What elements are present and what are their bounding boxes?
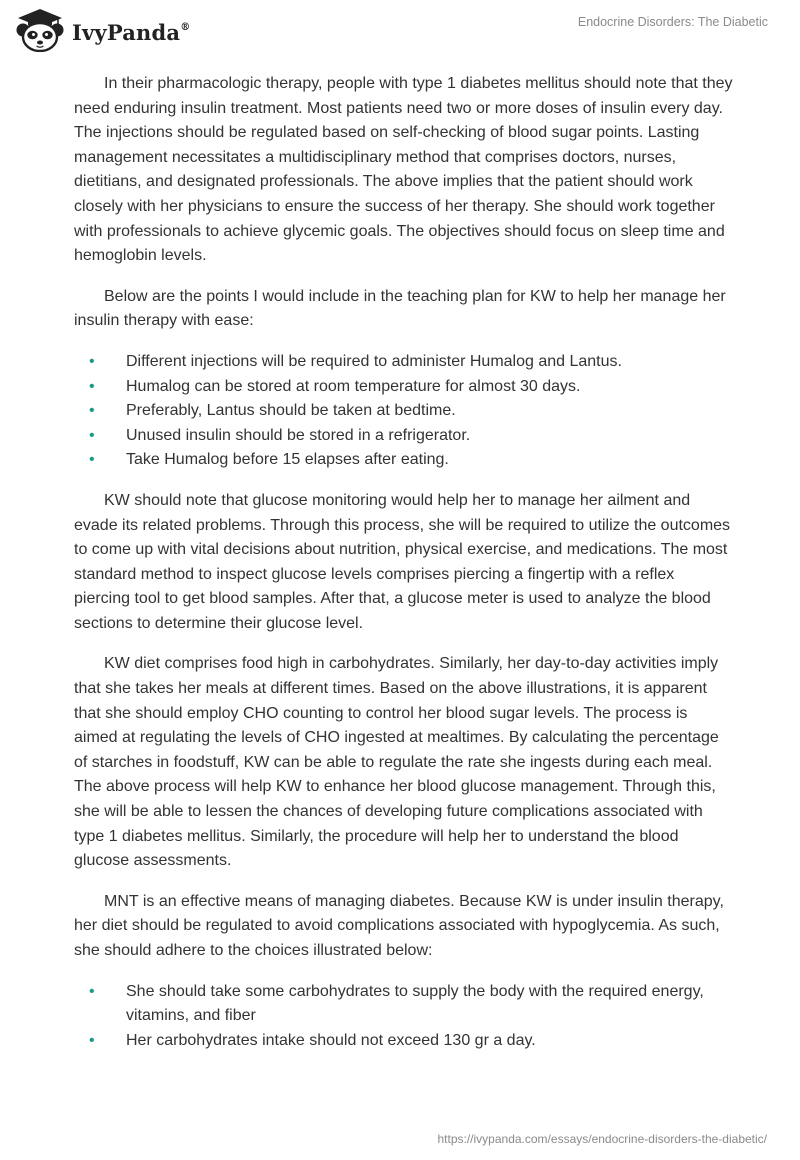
paragraph-4: KW diet comprises food high in carbohydrates. Similarly, her day-to-day activities imply that she takes her meals at different times. Based on the above illustrations, it is apparent that she should employ CHO counting to control her blood sugar levels. The process is aimed at regulating the levels of CHO ingested at mealtimes. By calculating the percentage of starches in foodstuff, KW can be able to regulate the rate she ingests during each meal. The above process will help KW to enhance her blood glucose management. Through this, she will be able to lessen the chances of developing future complications associated with type 1 diabetes mellitus. Similarly, the procedure will help her to understand the blood glucose assessments.: [74, 655, 719, 870]
diet-choices-list: [74, 980, 734, 1054]
insulin-teaching-list: [74, 350, 734, 473]
bullet-dot-icon: •: [89, 451, 95, 469]
list-item: • Preferably, Lantus should be taken at bedtime.: [74, 399, 734, 424]
bullet-dot-icon: •: [89, 402, 95, 420]
paragraph-3: KW should note that glucose monitoring would help her to manage her ailment and evade its related problems. Through this process, she will be required to utilize the outcomes to come up with vital decisions about nutrition, physical exercise, and medications. The most standard method to inspect glucose levels comprises piercing a fingertip with a reflex piercing tool to get blood samples. After that, a glucose meter is used to analyze the blood sections to determine their glucose level.: [74, 491, 731, 632]
page-header: [0, 0, 800, 70]
list-item: • Her carbohydrates intake should not exceed 130 gr a day.: [74, 1029, 734, 1054]
paragraph-2: Below are the points I would include in the teaching plan for KW to help her manage her insulin therapy with ease:: [74, 287, 726, 330]
list-item: • Unused insulin should be stored in a refrigerator.: [74, 424, 734, 449]
registered-mark: ®: [180, 21, 191, 33]
list-item: • Humalog can be stored at room temperature for almost 30 days.: [74, 375, 734, 400]
bullet-dot-icon: •: [89, 377, 95, 395]
paragraph-5: MNT is an effective means of managing diabetes. Because KW is under insulin therapy, her diet should be regulated to avoid complications associated with hypoglycemia. As such, she should adhere to the choices illustrated below:: [74, 892, 724, 959]
brand-name: IvyPanda®: [72, 19, 191, 45]
list-item: • Different injections will be required to administer Humalog and Lantus.: [74, 350, 734, 375]
list-item: • She should take some carbohydrates to supply the body with the required energy, vitamins, and fiber: [74, 980, 734, 1029]
bullet-dot-icon: •: [89, 426, 95, 444]
brand-logo[interactable]: [14, 8, 190, 52]
bullet-dot-icon: •: [89, 982, 95, 1000]
essay-body: [74, 72, 734, 1069]
source-url[interactable]: https://ivypanda.com/essays/endocrine-disorders-the-diabetic/: [437, 1132, 767, 1146]
bullet-dot-icon: •: [89, 352, 95, 370]
paragraph-1: In their pharmacologic therapy, people with type 1 diabetes mellitus should note that they need enduring insulin treatment. Most patients need two or more doses of insulin every day. The injections should be regulated based on self-checking of blood sugar points. Lasting management necessitates a multidisciplinary method that comprises doctors, nurses, dietitians, and designated professionals. The above implies that the patient should work closely with her physicians to ensure the success of her therapy. She should work together with professionals to achieve glycemic goals. The objectives should focus on sleep time and hemoglobin levels.: [74, 75, 733, 265]
document-title: Endocrine Disorders: The Diabetic: [577, 15, 768, 29]
bullet-dot-icon: •: [89, 1031, 95, 1049]
panda-graduate-icon: [14, 8, 66, 52]
list-item: • Take Humalog before 15 elapses after eating.: [74, 448, 734, 473]
